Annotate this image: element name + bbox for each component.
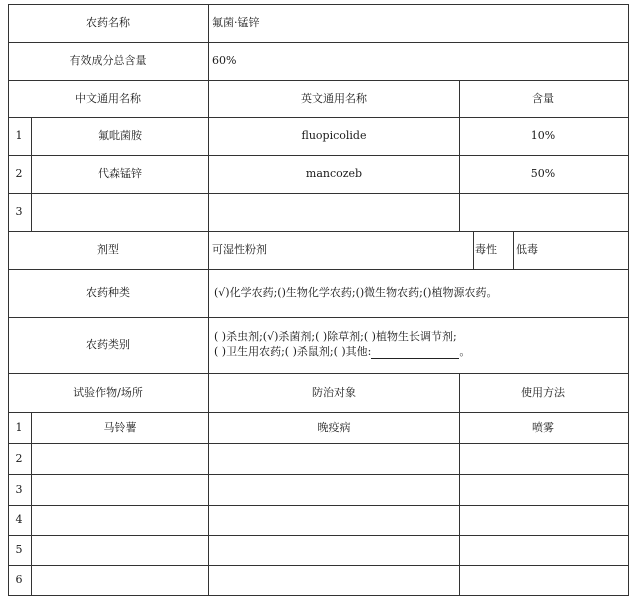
ingredient-no: 3 [15, 205, 23, 218]
trial-method: 喷雾 [532, 421, 554, 434]
target-header: 防治对象 [312, 386, 356, 399]
crop-site-header: 试验作物/场所 [73, 386, 143, 399]
pesticide-kind-options: (√)化学农药;()生物化学农药;()微生物农药;()植物源农药。 [214, 286, 498, 299]
trial-no: 4 [15, 513, 23, 526]
trial-no: 5 [15, 543, 23, 556]
ingredient-cn-name: 氟吡菌胺 [98, 129, 142, 142]
ingredient-en-name: mancozeb [305, 167, 363, 180]
pesticide-category-label: 农药类别 [86, 338, 130, 351]
content-header: 含量 [532, 92, 554, 105]
ingredient-no: 2 [15, 167, 23, 180]
trial-crop: 马铃薯 [103, 421, 137, 434]
ingredient-cn-name: 代森锰锌 [98, 167, 142, 180]
trial-no: 1 [15, 421, 23, 434]
ingredient-no: 1 [15, 129, 23, 142]
total-content-value: 60% [212, 54, 237, 67]
formulation-label: 剂型 [97, 243, 119, 256]
category-line2-end: 。 [459, 345, 471, 358]
pesticide-category-line2 [214, 345, 470, 359]
category-line2-text: ( )卫生用农药;( )杀鼠剂;( )其他: [214, 345, 372, 358]
trial-no: 3 [15, 483, 23, 496]
trial-target: 晚疫病 [317, 421, 351, 434]
ingredient-content: 10% [530, 129, 556, 142]
pesticide-kind-label: 农药种类 [86, 286, 130, 299]
total-content-label: 有效成分总含量 [69, 54, 147, 67]
pesticide-name-value: 氟菌·锰锌 [212, 16, 260, 29]
formulation-value: 可湿性粉剂 [212, 243, 267, 256]
method-header: 使用方法 [521, 386, 565, 399]
other-blank-line [371, 347, 459, 359]
ingredient-en-name: fluopicolide [301, 129, 367, 142]
cn-name-header: 中文通用名称 [75, 92, 141, 105]
en-name-header: 英文通用名称 [301, 92, 367, 105]
pesticide-name-label: 农药名称 [86, 16, 130, 29]
trial-no: 6 [15, 573, 23, 586]
pesticide-category-line1: ( )杀虫剂;(√)杀菌剂;( )除草剂;( )植物生长调节剂; [214, 330, 457, 343]
trial-no: 2 [15, 452, 23, 465]
toxicity-value: 低毒 [516, 243, 538, 256]
ingredient-content: 50% [530, 167, 556, 180]
toxicity-label: 毒性 [475, 243, 497, 256]
